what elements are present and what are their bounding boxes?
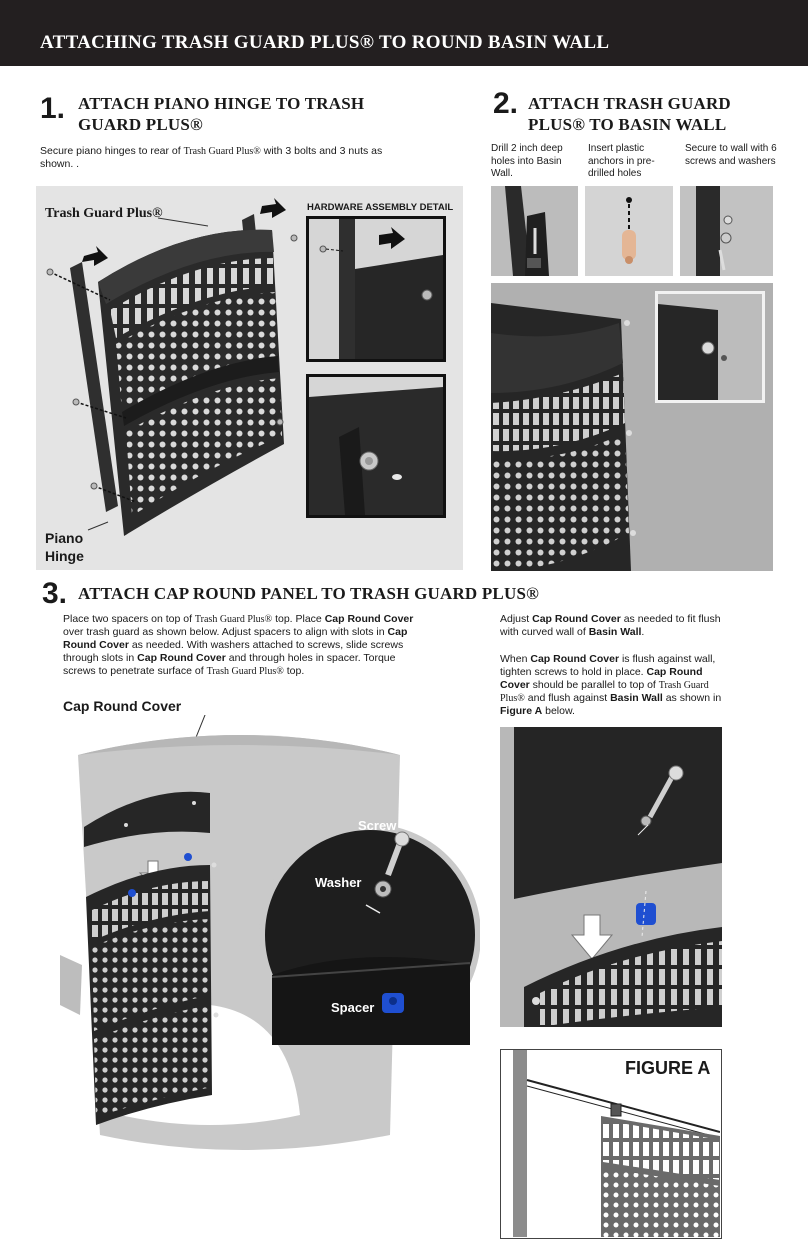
step3-r1-c: as needed to fit flush with curved wall of xyxy=(500,613,721,638)
step2-photo-anchor xyxy=(585,186,673,276)
step3-right-para2 xyxy=(500,653,725,718)
label-piano-line2: Hinge xyxy=(45,548,84,564)
step3-r2-d: Cap Round Cover xyxy=(500,666,703,691)
figure-a-label: FIGURE A xyxy=(625,1058,711,1078)
step3-p1-a: Place two spacers on top of xyxy=(63,613,195,625)
anchor-icon xyxy=(622,230,636,260)
step3-r2-h: Basin Wall xyxy=(610,692,663,704)
arrow-right-icon xyxy=(260,198,286,218)
step3-r2-b: Cap Round Cover xyxy=(530,653,620,665)
step2-installed-photo xyxy=(491,283,773,571)
label-washer: Washer xyxy=(315,875,362,890)
step2-title xyxy=(528,93,778,135)
step3-r1-b: Cap Round Cover xyxy=(532,613,621,625)
label-trash-guard: Trash Guard Plus® xyxy=(45,206,163,221)
arrow-icon xyxy=(379,227,405,249)
step2-sub1: Drill 2 inch deep holes into Basin Wall. xyxy=(491,143,563,179)
step3-r2-c: is flush against wall, tighten screws to hold in place. xyxy=(500,653,716,678)
step2-sub3: Secure to wall with 6 screws and washers xyxy=(685,143,777,167)
nut-icon xyxy=(422,290,432,300)
label-screw: Screw xyxy=(358,818,397,833)
step1-text-brand: Trash Guard Plus® xyxy=(183,146,261,157)
step3-r1-a: Adjust xyxy=(500,613,533,625)
hardware-detail-bottom xyxy=(306,374,446,518)
step3-title: ATTACH CAP ROUND PANEL TO TRASH GUARD PLUS® xyxy=(78,584,540,603)
step1-title-line1: ATTACH PIANO HINGE TO TRASH xyxy=(78,94,365,113)
step3-r1-e: . xyxy=(641,626,645,638)
step2-inset xyxy=(655,291,765,403)
step3-r1-d: Basin Wall xyxy=(588,626,642,638)
step3-p1-k: top. xyxy=(283,665,305,677)
step3-illustration xyxy=(60,715,480,1155)
step1-text-prefix: Secure piano hinges to rear of xyxy=(40,145,184,157)
step2-title-line1: ATTACH TRASH GUARD xyxy=(528,94,731,113)
step2-number: 2. xyxy=(493,87,519,120)
step3-r2-j: Figure A xyxy=(500,705,543,717)
step3-r2-i: as shown in xyxy=(662,692,722,704)
step3-p1-c: top. Place xyxy=(272,613,325,625)
step1-instructions xyxy=(40,145,385,171)
label-cap-round-cover: Cap Round Cover xyxy=(63,698,182,714)
step3-number: 3. xyxy=(42,577,68,610)
step3-r2-e: should be parallel to top of xyxy=(529,679,659,691)
step3-r2-a: When xyxy=(500,653,531,665)
step2-sub2: Insert plastic anchors in pre-drilled holes xyxy=(588,143,655,179)
label-piano-line1: Piano xyxy=(45,530,84,546)
step1-title xyxy=(78,93,408,135)
step3-r2-k: below. xyxy=(542,705,575,717)
step3-r2-f: Trash Guard Plus® xyxy=(500,680,709,704)
step1-illustration xyxy=(36,186,463,570)
step3-p1-h: Cap Round Cover xyxy=(137,652,226,664)
label-spacer: Spacer xyxy=(331,1000,375,1015)
step1-number: 1. xyxy=(40,92,66,125)
step2-photo-drill xyxy=(491,186,578,276)
step3-p1-i: and through holes in spacer. Torque screws to penetrate surface of xyxy=(63,652,396,677)
step2-photo-screw xyxy=(680,186,773,276)
figure-a xyxy=(500,1049,722,1239)
hardware-detail-label: HARDWARE ASSEMBLY DETAIL xyxy=(307,202,454,213)
step3-instructions xyxy=(63,613,418,678)
step2-title-line2: PLUS® TO BASIN WALL xyxy=(528,115,727,134)
arrow-left-icon xyxy=(82,246,108,266)
step3-p1-e: over trash guard as shown below. Adjust spacers to align with slots in xyxy=(63,626,388,638)
spacer-photo-icon xyxy=(636,903,656,925)
step3-p1-f: Cap Round Cover xyxy=(63,626,408,651)
hardware-detail-top xyxy=(306,216,446,362)
step1-text-suffix: with 3 bolts and 3 nuts as shown. . xyxy=(40,145,383,170)
step3-flush-photo xyxy=(500,727,722,1027)
label-piano-hinge xyxy=(45,529,84,565)
step3-r2-g: and flush against xyxy=(524,692,611,704)
step3-p1-g: as needed. With washers attached to screws, slide screws through slots in xyxy=(63,639,404,664)
step1-title-line2: GUARD PLUS® xyxy=(78,115,203,134)
step3-right-para1 xyxy=(500,613,725,639)
page-title: ATTACHING TRASH GUARD PLUS® TO ROUND BASIN WALL xyxy=(40,32,610,53)
step3-p1-d: Cap Round Cover xyxy=(324,613,414,625)
step3-p1-j: Trash Guard Plus® xyxy=(206,666,284,677)
step3-p1-b: Trash Guard Plus® xyxy=(194,614,273,625)
